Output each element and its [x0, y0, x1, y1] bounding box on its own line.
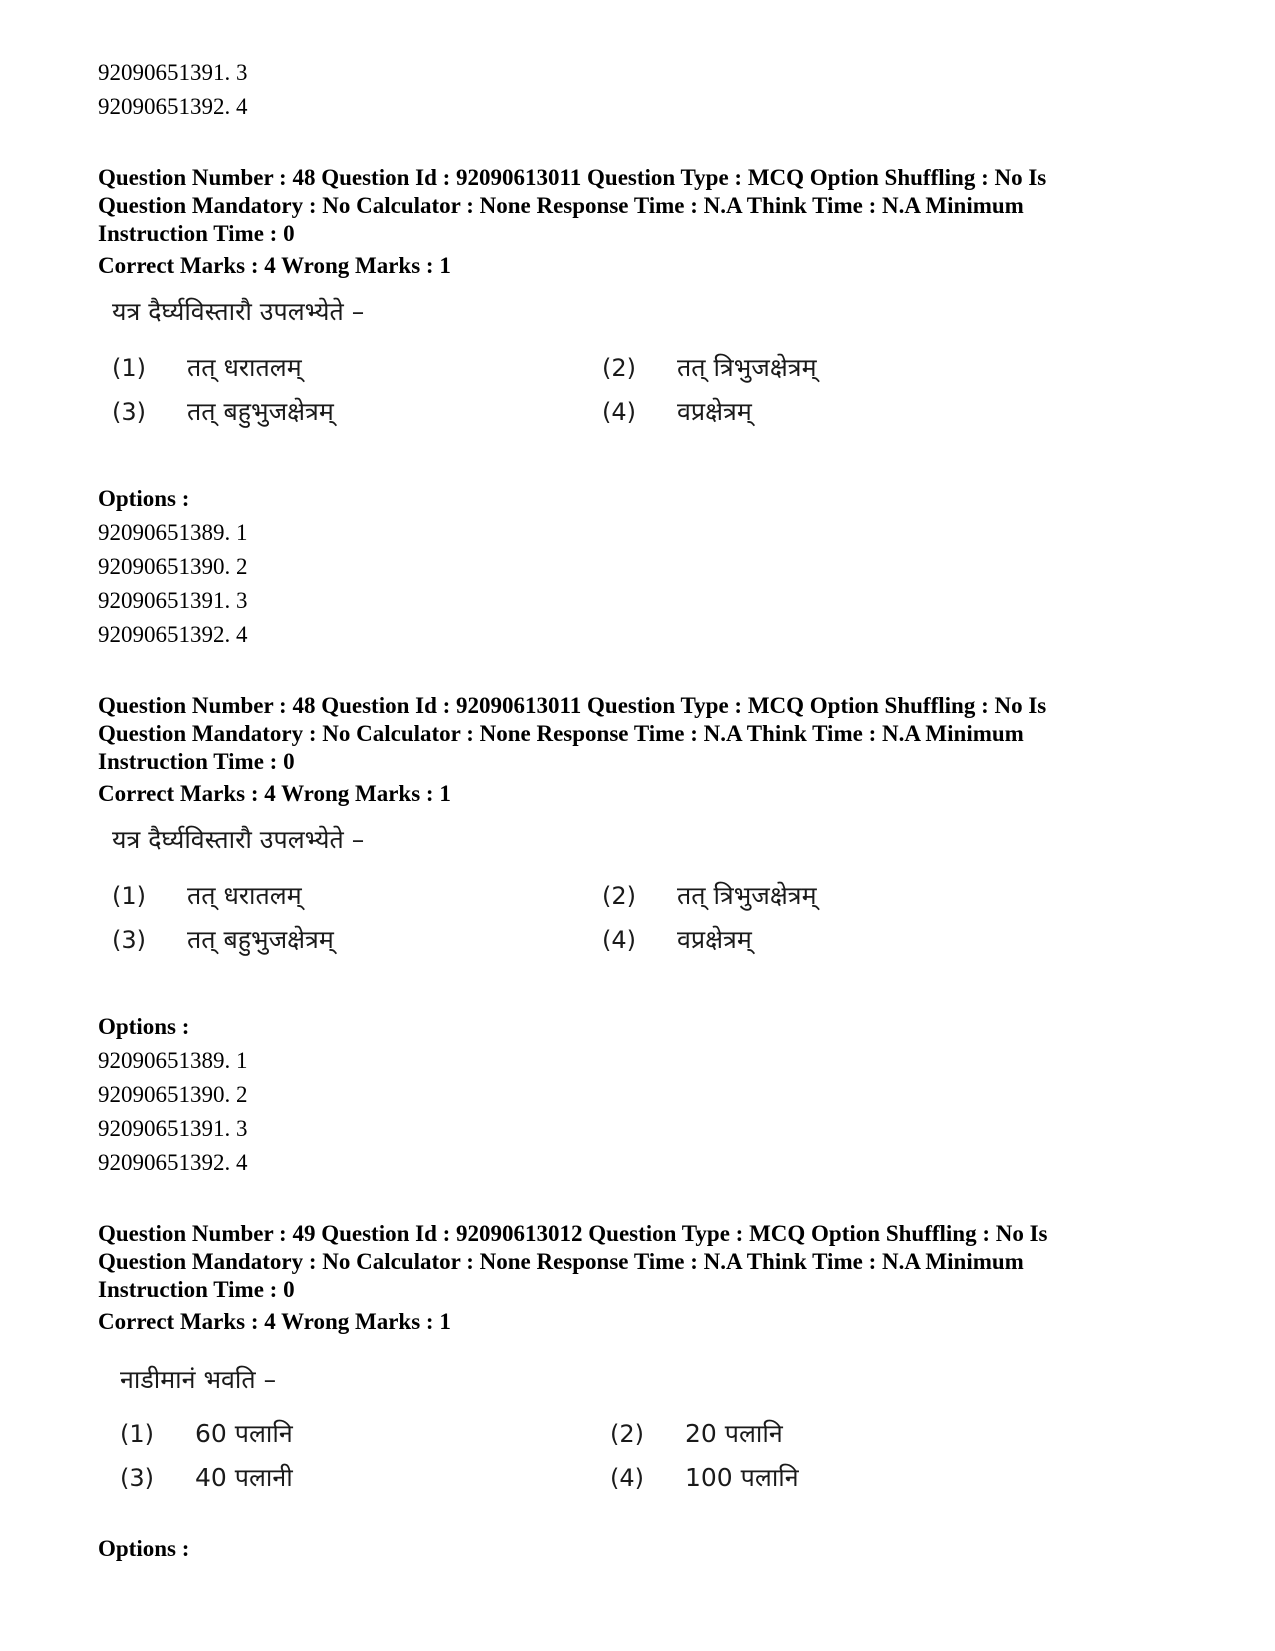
choice-number: (1) [112, 882, 146, 910]
choice-text: तत् बहुभुजक्षेत्रम् [187, 397, 334, 426]
choice-number: (1) [120, 1420, 154, 1448]
option-line: 92090651392. 4 [98, 1150, 248, 1175]
choice-text: तत् बहुभुजक्षेत्रम् [187, 925, 334, 954]
choice-text: वप्रक्षेत्रम् [677, 397, 752, 426]
choice-text: तत् धरातलम् [187, 353, 302, 382]
choice-number: (4) [602, 926, 636, 954]
question-meta-line: Question Mandatory : No Calculator : None Response Time : N.A Think Time : N.A Minimum [98, 1249, 1024, 1274]
choice-number: (2) [610, 1420, 644, 1448]
question-marks: Correct Marks : 4 Wrong Marks : 1 [98, 1309, 451, 1334]
choice-text: तत् त्रिभुजक्षेत्रम् [677, 881, 817, 910]
question-marks: Correct Marks : 4 Wrong Marks : 1 [98, 253, 451, 278]
choice-text: तत् धरातलम् [187, 881, 302, 910]
choice-1 [112, 346, 602, 390]
question-content [120, 1362, 1178, 1500]
question-content [112, 822, 1178, 962]
option-line: 92090651392. 4 [98, 94, 248, 119]
question-meta [98, 1220, 1178, 1304]
question-meta-line: Question Number : 48 Question Id : 92090613011 Question Type : MCQ Option Shuffling : No Is [98, 693, 1047, 718]
options-label: Options : [98, 486, 190, 511]
question-meta-line: Instruction Time : 0 [98, 221, 295, 246]
choice-number: (1) [112, 354, 146, 382]
choice-3 [112, 918, 602, 962]
question-block [98, 692, 1178, 1180]
choice-text: 40 पलानी [195, 1463, 293, 1492]
choice-2 [602, 346, 1092, 390]
question-meta [98, 164, 1178, 248]
choice-number: (2) [602, 354, 636, 382]
question-meta-line: Question Number : 48 Question Id : 92090613011 Question Type : MCQ Option Shuffling : No Is [98, 165, 1047, 190]
question-meta-line: Question Mandatory : No Calculator : None Response Time : N.A Think Time : N.A Minimum [98, 193, 1024, 218]
option-line: 92090651389. 1 [98, 520, 248, 545]
options-label: Options : [98, 1536, 190, 1561]
question-meta-line: Instruction Time : 0 [98, 749, 295, 774]
choice-4 [602, 390, 1092, 434]
choice-4 [602, 918, 1092, 962]
options-label: Options : [98, 1014, 190, 1039]
choice-1 [120, 1412, 610, 1456]
option-line: 92090651390. 2 [98, 1082, 248, 1107]
question-content [112, 294, 1178, 434]
question-meta-line: Instruction Time : 0 [98, 1277, 295, 1302]
choice-number: (4) [610, 1464, 644, 1492]
question-prompt: नाडीमानं भवति – [120, 1365, 277, 1394]
choice-text: 60 पलानि [195, 1419, 293, 1448]
choice-number: (2) [602, 882, 636, 910]
choice-text: 20 पलानि [685, 1419, 783, 1448]
option-line: 92090651391. 3 [98, 588, 248, 613]
option-line: 92090651391. 3 [98, 1116, 248, 1141]
question-prompt: यत्र दैर्घ्यविस्तारौ उपलभ्येते – [112, 297, 365, 326]
choice-4 [610, 1456, 1100, 1500]
choice-1 [112, 874, 602, 918]
choice-number: (4) [602, 398, 636, 426]
choice-text: 100 पलानि [685, 1463, 799, 1492]
option-line: 92090651390. 2 [98, 554, 248, 579]
choice-number: (3) [120, 1464, 154, 1492]
choice-3 [120, 1456, 610, 1500]
question-block [98, 1220, 1178, 1566]
choice-text: वप्रक्षेत्रम् [677, 925, 752, 954]
option-line: 92090651391. 3 [98, 60, 248, 85]
choice-3 [112, 390, 602, 434]
choice-2 [610, 1412, 1100, 1456]
choice-text: तत् त्रिभुजक्षेत्रम् [677, 353, 817, 382]
question-marks: Correct Marks : 4 Wrong Marks : 1 [98, 781, 451, 806]
choice-2 [602, 874, 1092, 918]
question-meta [98, 692, 1178, 776]
question-prompt: यत्र दैर्घ्यविस्तारौ उपलभ्येते – [112, 825, 365, 854]
question-block [98, 164, 1178, 652]
choice-number: (3) [112, 398, 146, 426]
question-meta-line: Question Mandatory : No Calculator : None Response Time : N.A Think Time : N.A Minimum [98, 721, 1024, 746]
option-line: 92090651389. 1 [98, 1048, 248, 1073]
choice-number: (3) [112, 926, 146, 954]
option-line: 92090651392. 4 [98, 622, 248, 647]
document-page [98, 56, 1178, 1566]
question-meta-line: Question Number : 49 Question Id : 92090613012 Question Type : MCQ Option Shuffling : No Is [98, 1221, 1048, 1246]
